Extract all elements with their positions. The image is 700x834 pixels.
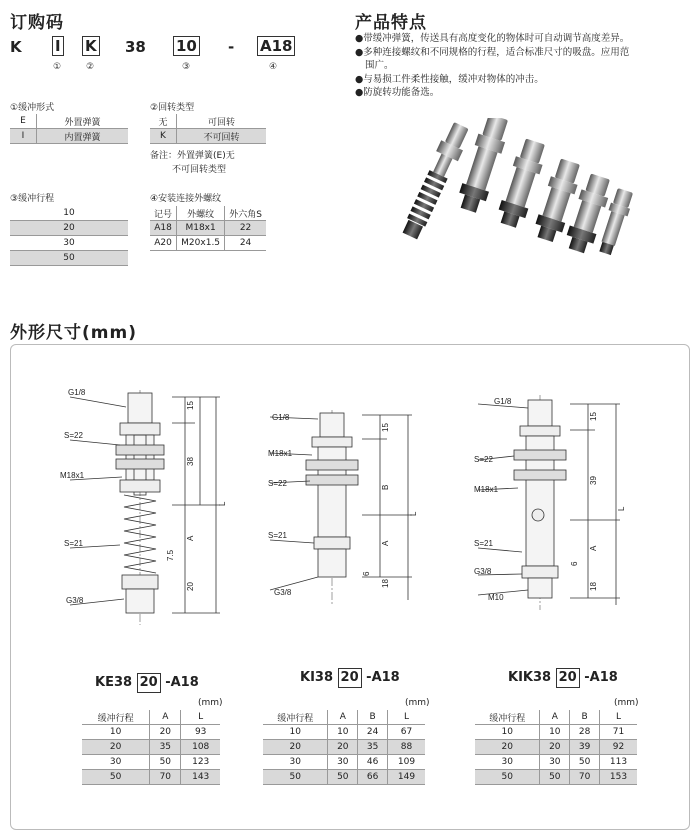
product-photo <box>360 118 660 278</box>
table-row: 20 35 108 <box>82 740 220 755</box>
drawing-ke38 <box>60 385 240 635</box>
drawing-kik38 <box>470 390 650 615</box>
dim: 7.5 <box>166 549 175 561</box>
svg-text:L: L <box>617 506 626 511</box>
table-row: 10 10 24 67 <box>263 725 425 740</box>
table-row: 10 10 28 71 <box>475 725 637 740</box>
svg-text:A: A <box>589 545 598 551</box>
table-row: 20 20 35 88 <box>263 740 425 755</box>
label: S=22 <box>64 431 83 440</box>
marker-4: ④ <box>269 62 278 72</box>
drawing-ki38 <box>262 405 442 605</box>
table-row: A18 M18x1 22 <box>150 221 266 236</box>
table-row: 50 70 143 <box>82 770 220 785</box>
table-ki38 <box>263 710 425 785</box>
svg-text:18: 18 <box>589 582 598 591</box>
feature-item: 围广。 <box>365 60 394 71</box>
label: M18x1 <box>60 471 85 480</box>
table-row: 缓冲行程 A B L <box>475 710 637 725</box>
table-row: 记号 外螺纹 外六角S <box>150 206 266 221</box>
unit-label: (mm) <box>405 698 430 708</box>
svg-text:S=22: S=22 <box>268 479 287 488</box>
model-name-ke38: KE38 20 -A18 <box>95 673 199 693</box>
svg-text:M10: M10 <box>488 593 504 602</box>
rotation-type-table <box>150 114 266 144</box>
table-row: 缓冲行程 A B L <box>263 710 425 725</box>
svg-text:15: 15 <box>589 412 598 421</box>
table-row: 10 <box>10 206 128 221</box>
thread-heading: ④安装连接外螺纹 <box>150 194 222 204</box>
order-code-title: 订购码 <box>10 13 64 33</box>
label: G3/8 <box>66 596 84 605</box>
code-part-size: 38 <box>125 38 146 56</box>
svg-text:6: 6 <box>362 571 371 576</box>
svg-text:G1/8: G1/8 <box>494 397 512 406</box>
unit-label: (mm) <box>198 698 223 708</box>
stroke-heading: ③缓冲行程 <box>10 194 55 204</box>
code-part-thread: A18 <box>257 36 295 56</box>
rotation-note-1: 备注：外置弹簧(E)无 <box>150 151 235 161</box>
table-row: 30 30 46 109 <box>263 755 425 770</box>
table-row: 50 <box>10 251 128 266</box>
svg-text:L: L <box>409 511 418 516</box>
marker-1: ① <box>53 62 62 72</box>
marker-2: ② <box>86 62 95 72</box>
table-row: 无 可回转 <box>150 114 266 129</box>
dim: 20 <box>186 582 195 591</box>
feature-item: ●多种连接螺纹和不同规格的行程，适合标准尺寸的吸盘。应用范 <box>355 46 630 58</box>
table-row: 50 50 66 149 <box>263 770 425 785</box>
model-name-kik38: KIK38 20 -A18 <box>508 668 618 688</box>
table-row: A20 M20x1.5 24 <box>150 236 266 251</box>
dim: L <box>218 501 227 506</box>
marker-3: ③ <box>182 62 191 72</box>
svg-text:A: A <box>381 540 390 546</box>
svg-text:M18x1: M18x1 <box>474 485 499 494</box>
table-kik38 <box>475 710 637 785</box>
table-row: K 不可回转 <box>150 129 266 144</box>
code-part-rotation: K <box>82 36 100 56</box>
label: G1/8 <box>68 388 86 397</box>
table-row: 10 20 93 <box>82 725 220 740</box>
table-ke38 <box>82 710 220 785</box>
table-row: 50 50 70 153 <box>475 770 637 785</box>
code-part-dash: - <box>228 38 235 56</box>
table-row: I 内置弹簧 <box>10 129 128 144</box>
svg-text:B: B <box>381 484 390 490</box>
table-row: 30 30 50 113 <box>475 755 637 770</box>
table-row: 20 <box>10 221 128 236</box>
unit-label: (mm) <box>614 698 639 708</box>
dims-title: 外形尺寸(mm) <box>10 323 137 343</box>
table-row: 30 50 123 <box>82 755 220 770</box>
code-part-series: K <box>10 38 22 56</box>
svg-text:S=22: S=22 <box>474 455 493 464</box>
buffer-type-table <box>10 114 128 144</box>
table-row: 缓冲行程 A L <box>82 710 220 725</box>
code-part-stroke: 10 <box>173 36 200 56</box>
model-name-ki38: KI38 20 -A18 <box>300 668 400 688</box>
svg-text:S=21: S=21 <box>474 539 493 548</box>
svg-text:S=21: S=21 <box>268 531 287 540</box>
stroke-table <box>10 206 128 266</box>
svg-text:M18x1: M18x1 <box>268 449 293 458</box>
table-row: E 外置弹簧 <box>10 114 128 129</box>
label: S=21 <box>64 539 83 548</box>
features-title: 产品特点 <box>355 13 427 33</box>
svg-text:G3/8: G3/8 <box>474 567 492 576</box>
dim: A <box>186 535 195 541</box>
feature-item: ●带缓冲弹簧，传送具有高度变化的物体时可自动调节高度差异。 <box>355 33 630 44</box>
rotation-type-heading: ②回转类型 <box>150 103 195 113</box>
feature-item: ●与易损工件柔性接触，缓冲对物体的冲击。 <box>355 73 544 85</box>
svg-text:15: 15 <box>381 423 390 432</box>
buffer-type-heading: ①缓冲形式 <box>10 103 55 113</box>
thread-table <box>150 206 266 251</box>
svg-text:39: 39 <box>589 476 598 485</box>
feature-item: ●防旋转功能备选。 <box>355 87 440 98</box>
features-list <box>355 32 700 100</box>
svg-text:6: 6 <box>570 561 579 566</box>
svg-text:18: 18 <box>381 579 390 588</box>
table-row: 30 <box>10 236 128 251</box>
table-row: 20 20 39 92 <box>475 740 637 755</box>
svg-text:G3/8: G3/8 <box>274 588 292 597</box>
code-part-buffer: I <box>52 36 64 56</box>
rotation-note-2: 不可回转类型 <box>172 165 227 175</box>
svg-text:G1/8: G1/8 <box>272 413 290 422</box>
dim: 15 <box>186 401 195 410</box>
dim: 38 <box>186 457 195 466</box>
